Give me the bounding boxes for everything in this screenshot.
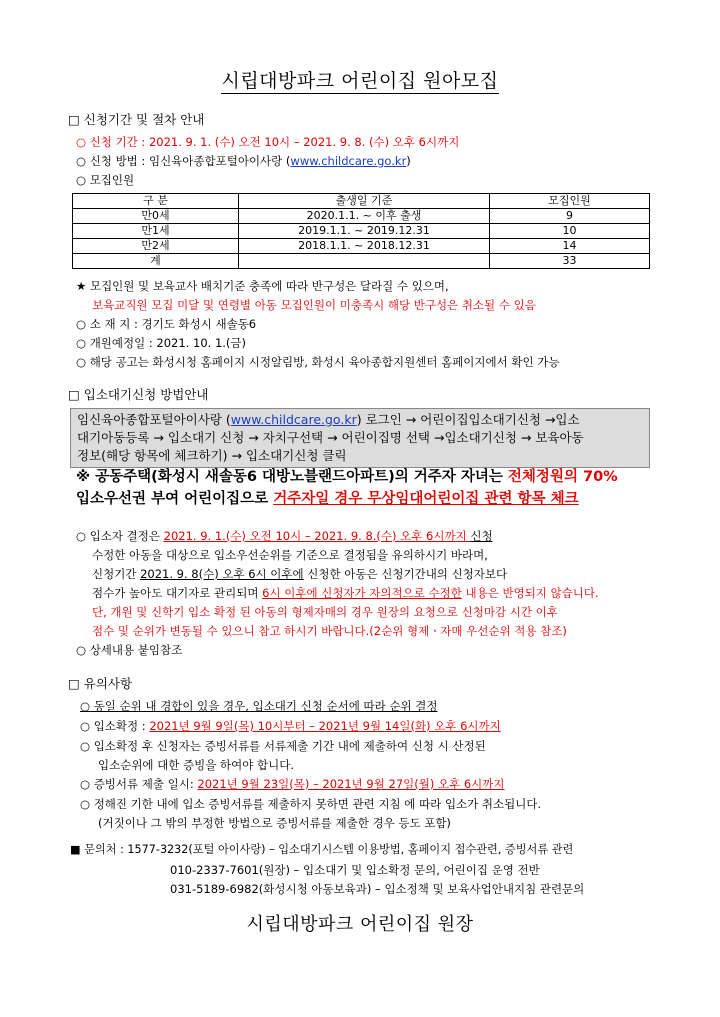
table-cell: 2020.1.1. ~ 이후 출생 — [239, 209, 490, 224]
address: ○ 소 재 지 : 경기도 화성시 새솔동6 — [76, 317, 257, 331]
caution-item: 입소순위에 대한 증빙을 하여야 합니다. — [98, 758, 295, 772]
table-header-cell: 구 분 — [73, 194, 239, 209]
table-cell: 만0세 — [73, 209, 239, 224]
application-method: ○ 신청 방법 : 임신육아종합포털아이사랑 (www.childcare.go.kr) — [76, 154, 411, 168]
childcare-portal-link[interactable]: www.childcare.go.kr — [290, 154, 407, 168]
table-cell: 33 — [490, 254, 650, 269]
table-row — [73, 239, 650, 254]
section-heading-waitlist: □ 입소대기신청 방법안내 — [68, 387, 209, 402]
recruit-label: ○ 모집인원 — [76, 173, 135, 187]
table-cell: 계 — [73, 254, 239, 269]
application-period: ○ 신청 기간 : 2021. 9. 1. (수) 오전 10시 – 2021. 9. 8. (수) 오후 6시까지 — [76, 135, 460, 149]
table-row — [73, 224, 650, 239]
priority-notice-line1: ※ 공동주택(화성시 새솔동6 대방노블랜드아파트)의 거주자 자녀는 전체정원의 70% — [76, 469, 618, 485]
detail-reference: ○ 상세내용 붙임참조 — [76, 643, 183, 657]
class-composition-note: ★ 모집인원 및 보육교사 배치기준 충족에 따라 반구성은 달라질 수 있으며, — [76, 279, 449, 293]
childcare-portal-link[interactable]: www.childcare.go.kr — [230, 412, 357, 427]
sibling-exception: 단, 개원 및 신학기 입소 확정 된 아동의 형제자매의 경우 원장의 요청으로 신청마감 시간 이후 — [92, 605, 558, 619]
table-cell — [239, 254, 490, 269]
section-heading-cautions: □ 유의사항 — [68, 676, 133, 691]
opening-date: ○ 개원예정일 : 2021. 10. 1.(금) — [76, 336, 246, 350]
table-cell: 2018.1.1. ~ 2018.12.31 — [239, 239, 490, 254]
caution-item: ○ 입소확정 : 2021년 9월 9일(목) 10시부터 – 2021년 9월 14일(화) 오후 6시까지 — [80, 719, 501, 733]
caution-item: ○ 입소확정 후 신청자는 증빙서류를 서류제출 기간 내에 제출하여 신청 시 산정된 — [80, 739, 486, 753]
document-title: 시립대방파크 어린이집 원아모집 — [221, 70, 499, 92]
caution-item: ○ 증빙서류 제출 일시: 2021년 9월 23일(목) – 2021년 9월 27일(월) 오후 6시까지 — [80, 777, 505, 791]
signature-line: 시립대방파크 어린이집 원장 — [246, 914, 474, 935]
table-cell: 2019.1.1. ~ 2019.12.31 — [239, 224, 490, 239]
caution-item: ○ 정해진 기한 내에 입소 증빙서류를 제출하지 못하면 관련 지침 에 따라 입소가 취소됩니다. — [80, 797, 542, 811]
table-header-cell: 출생일 기준 — [239, 194, 490, 209]
procedure-line: 정보(해당 항목에 체크하기) → 입소대기신청 클릭 — [77, 448, 347, 463]
table-cell: 만1세 — [73, 224, 239, 239]
table-cell: 만2세 — [73, 239, 239, 254]
decision-line: ○ 입소자 결정은 2021. 9. 1.(수) 오전 10시 – 2021. 9. 8.(수) 오후 6시까지 신청 — [76, 529, 493, 543]
decision-detail: 신청기간 2021. 9. 8(수) 오후 6시 이후에 신청한 아동은 신청기간내의 신청자보다 — [92, 567, 508, 581]
contact-line: 010-2337-7601(원장) – 입소대기 및 입소확정 문의, 어린이집 운영 전반 — [170, 863, 540, 877]
table-row — [73, 209, 650, 224]
contact-line: 031-5189-6982(화성시청 아동보육과) – 입소정책 및 보육사업안내지침 관련문의 — [170, 882, 585, 896]
procedure-line: 대기아동등록 → 입소대기 신청 → 자치구선택 → 어린이집명 선택 →입소대기신청 → 보육아동 — [77, 430, 584, 445]
priority-notice-line2: 입소우선권 부여 어린이집으로 거주자일 경우 무상임대어린이집 관련 항목 체크 — [76, 491, 579, 507]
caution-item: (거짓이나 그 밖의 부정한 방법으로 증빙서류를 제출한 경우 등도 포함) — [98, 816, 451, 830]
table-header-cell: 모집인원 — [490, 194, 650, 209]
notice-location: ○ 해당 공고는 화성시청 홈페이지 시정알림방, 화성시 육아종합지원센터 홈페이지에서 확인 가능 — [76, 355, 560, 369]
table-header-row — [73, 194, 650, 209]
section-heading-application: □ 신청기간 및 절차 안내 — [68, 112, 205, 127]
caution-item: ○ 동일 순위 내 경합이 있을 경우, 입소대기 신청 순서에 따라 순위 결정 — [80, 699, 438, 713]
table-cell: 9 — [490, 209, 650, 224]
waitlist-procedure-box — [70, 408, 650, 468]
decision-detail: 점수가 높아도 대기자로 관리되며 6시 이후에 신청자가 자의적으로 수정한 내용은 반영되지 않습니다. — [92, 586, 599, 600]
procedure-line: 임신육아종합포털아이사랑 (www.childcare.go.kr) 로그인 → 어린이집입소대기신청 →입소 — [77, 412, 580, 427]
table-cell: 14 — [490, 239, 650, 254]
sibling-exception: 점수 및 순위가 변동될 수 있으니 참고 하시기 바랍니다.(2순위 형제ㆍ자매 우선순위 적용 참조) — [92, 624, 567, 638]
table-cell: 10 — [490, 224, 650, 239]
decision-detail: 수정한 아동을 대상으로 입소우선순위를 기준으로 결정됨을 유의하시기 바라며, — [92, 548, 488, 562]
contact-line: ■ 문의처 : 1577-3232(포털 아이사랑) – 입소대기시스템 이용방법, 홈페이지 접수관련, 증빙서류 관련 — [70, 843, 574, 856]
recruit-table — [72, 193, 650, 269]
class-cancel-note: 보육교직원 모집 미달 및 연령별 아동 모집인원이 미충족시 해당 반구성은 취소될 수 있음 — [92, 298, 536, 312]
table-row — [73, 254, 650, 269]
